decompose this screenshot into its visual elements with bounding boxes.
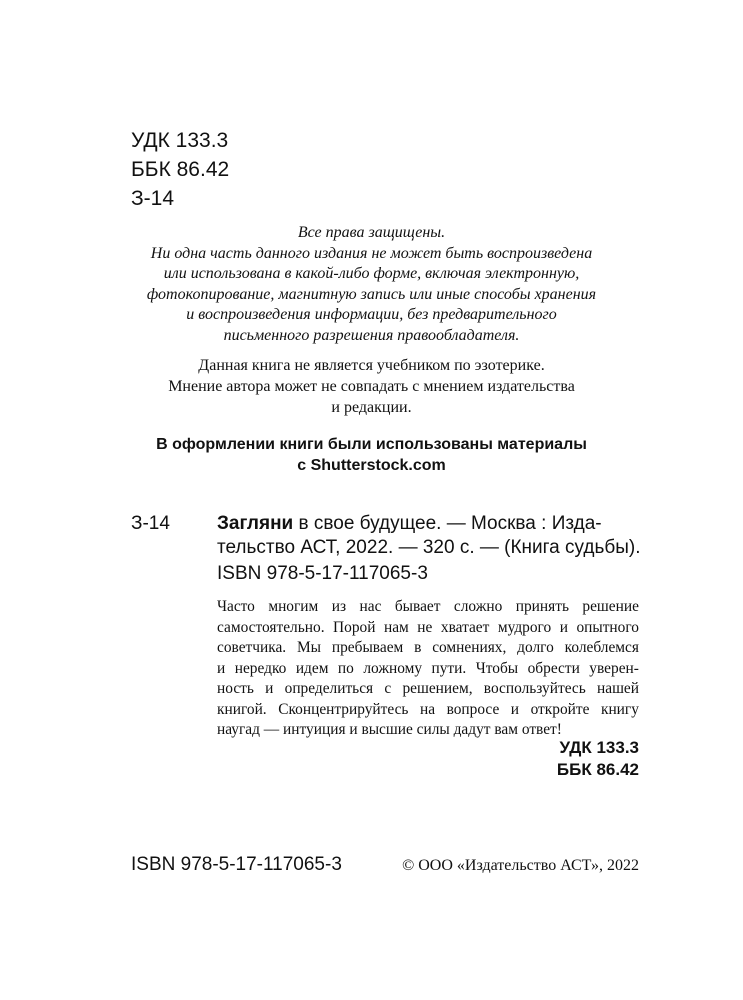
entry-line-2-text: тельство АСТ, 2022. — 320 с. — (Книга судьбы). <box>217 537 641 558</box>
entry-line-1 <box>217 512 637 536</box>
annotation-line: наугад — интуиция и высшие силы дадут вам ответ! <box>217 721 562 738</box>
udk-code: УДК 133.3 <box>131 129 229 152</box>
annotation-line: книгой. Сконцентрируйтесь на вопросе и откройте книгу <box>217 700 639 718</box>
footer-isbn: ISBN 978-5-17-117065-3 <box>131 854 342 875</box>
disclaimer-line: и редакции. <box>331 399 412 416</box>
right-bbk-code: ББК 86.42 <box>556 760 639 779</box>
rights-line: фотокопирование, магнитную запись или иные способы хранения <box>146 285 597 303</box>
rights-line: и воспроизведения информации, без предварительного <box>186 306 557 323</box>
rights-line: письменного разрешения правообладателя. <box>223 326 520 344</box>
copyright-notice: © ООО «Издательство АСТ», 2022 <box>402 857 639 874</box>
disclaimer-line: Мнение автора может не совпадать с мнением издательства <box>168 378 575 395</box>
rights-line: Все права защищены. <box>297 224 446 241</box>
credit-line: В оформлении книги были использованы материалы <box>156 436 587 453</box>
annotation-line: самостоятельно. Порой нам не хватает мудрого и опытного <box>217 618 639 636</box>
entry-author-mark: З-14 <box>131 513 170 534</box>
classification-codes <box>131 126 431 213</box>
rights-line: или использована в какой-либо форме, включая электронную, <box>163 265 580 282</box>
author-mark: З-14 <box>131 187 175 210</box>
entry-line-1-rest: в свое будущее. — Москва : Изда- <box>298 513 602 534</box>
bibliographic-entry <box>217 512 641 560</box>
annotation <box>217 597 639 741</box>
materials-credit <box>100 434 643 476</box>
bbk-code: ББК 86.42 <box>131 158 230 181</box>
disclaimer-line: Данная книга не является учебником по эзотерике. <box>198 357 545 374</box>
rights-line: Ни одна часть данного издания не может быть воспроизведена <box>150 244 593 262</box>
annotation-line: ность и определиться с решением, воспользуйтесь нашей <box>217 680 639 697</box>
annotation-line: советчика. Мы пребываем в сомнениях, долго колеблемся <box>217 639 639 656</box>
credit-line: с Shutterstock.com <box>297 457 446 474</box>
rights-notice <box>100 223 643 346</box>
right-udk-code: УДК 133.3 <box>559 738 639 757</box>
entry-isbn: ISBN 978-5-17-117065-3 <box>217 563 428 584</box>
book-title: Загляни <box>217 513 294 534</box>
right-classification-codes <box>557 737 639 781</box>
disclaimer <box>100 355 643 418</box>
annotation-line: Часто многим из нас бывает сложно принять решение <box>217 598 639 615</box>
entry-line-2 <box>217 536 641 560</box>
annotation-line: и нередко идем по ложному пути. Чтобы обрести уверен- <box>217 659 639 677</box>
